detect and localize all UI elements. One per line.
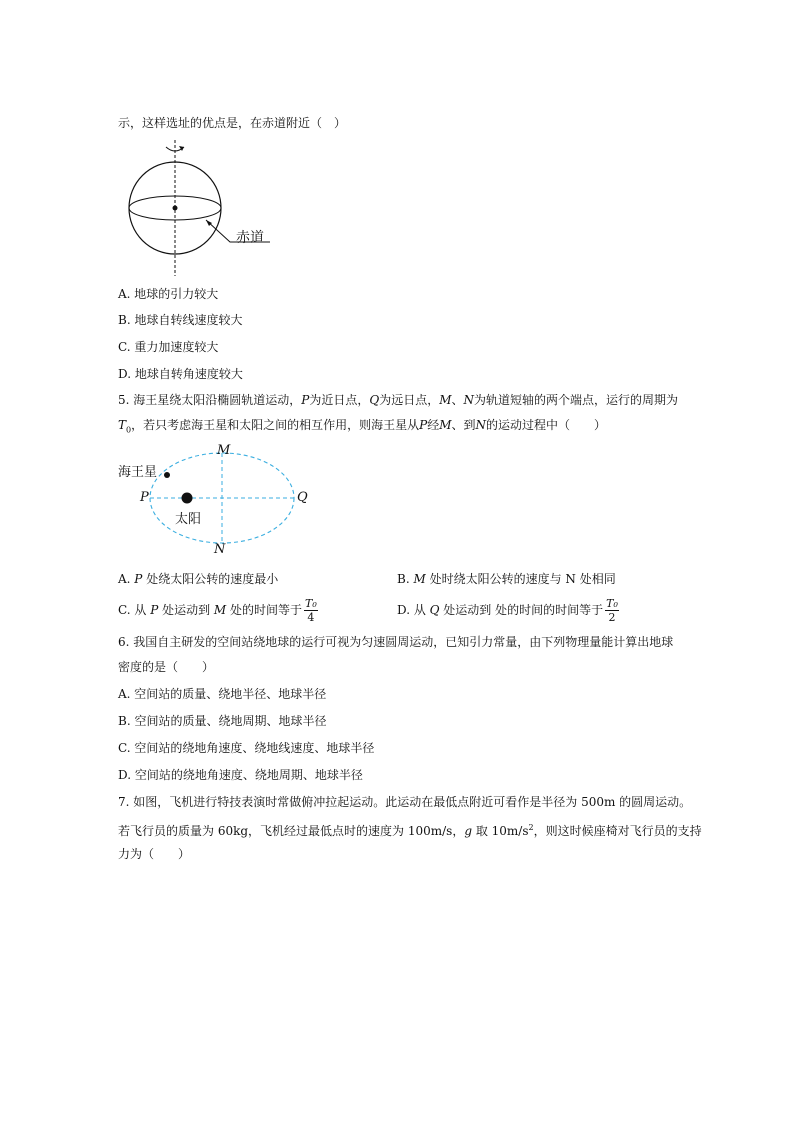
orbit-point-p: P <box>140 490 149 505</box>
q5-stem-line2: $T_0$，若只考虑海王星和太阳之间的相互作用，则海王星从P经M、到N的运动过程中（ ） <box>118 418 607 435</box>
q4-option-c[interactable]: C. 重力加速度较大 <box>118 340 219 354</box>
q7-stem-line3: 力为（ ） <box>118 847 191 861</box>
q5-option-d[interactable]: D. 从 Q 处运动到 处的时间的时间等于 $\frac{\text{T₀}}{2}$ <box>397 597 618 624</box>
q6-option-c[interactable]: C. 空间站的绕地角速度、绕地线速度、地球半径 <box>118 741 375 755</box>
neptune-label: 海王星 <box>118 465 158 480</box>
q6-option-a[interactable]: A. 空间站的质量、绕地半径、地球半径 <box>118 687 327 701</box>
orbit-point-q: Q <box>297 490 308 505</box>
q6-option-b[interactable]: B. 空间站的质量、绕地周期、地球半径 <box>118 714 327 728</box>
q5-option-a[interactable]: A. P 处绕太阳公转的速度最小 <box>118 572 279 586</box>
q4-globe-figure <box>118 138 278 278</box>
orbit-point-n: N <box>214 542 226 557</box>
q7-stem-line2: 若飞行员的质量为 60kg，飞机经过最低点时的速度为 100m/s，g 取 $10m/s^2$，则这时候座椅对飞行员的支持 <box>118 823 702 838</box>
q6-option-d[interactable]: D. 空间站的绕地角速度、绕地周期、地球半径 <box>118 768 363 782</box>
q4-stem-tail: 示，这样选址的优点是，在赤道附近（ ） <box>118 116 347 130</box>
fraction-t0-over-2: $\frac{\text{T₀}}{2}$ <box>606 597 618 624</box>
q6-stem-line2: 密度的是（ ） <box>118 660 215 674</box>
orbit-point-m: M <box>217 443 231 458</box>
fraction-t0-over-4: $\frac{\text{T₀}}{4}$ <box>305 597 317 624</box>
q6-stem-line1: 6. 我国自主研发的空间站绕地球的运行可视为匀速圆周运动，已知引力常量，由下列物理量能计算出地球 <box>118 635 674 649</box>
q5-option-b[interactable]: B. M 处时绕太阳公转的速度与 N 处相同 <box>397 572 616 586</box>
q5-option-c[interactable]: C. 从 P 处运动到 M 处的时间等于 $\frac{\text{T₀}}{4}$ <box>118 597 317 624</box>
q7-stem-line1: 7. 如图，飞机进行特技表演时常做俯冲拉起运动。此运动在最低点附近可看作是半径为 500m 的圆周运动。 <box>118 795 692 809</box>
q4-option-a[interactable]: A. 地球的引力较大 <box>118 287 219 301</box>
q4-option-d[interactable]: D. 地球自转角速度较大 <box>118 367 243 381</box>
q4-option-b[interactable]: B. 地球自转线速度较大 <box>118 313 243 327</box>
q5-stem-line1: 5. 海王星绕太阳沿椭圆轨道运动，P为近日点，Q为远日点，M、N为轨道短轴的两个端点，运行的周期为 <box>118 393 679 407</box>
sun-label: 太阳 <box>175 512 202 527</box>
equator-label: 赤道 <box>236 230 264 246</box>
